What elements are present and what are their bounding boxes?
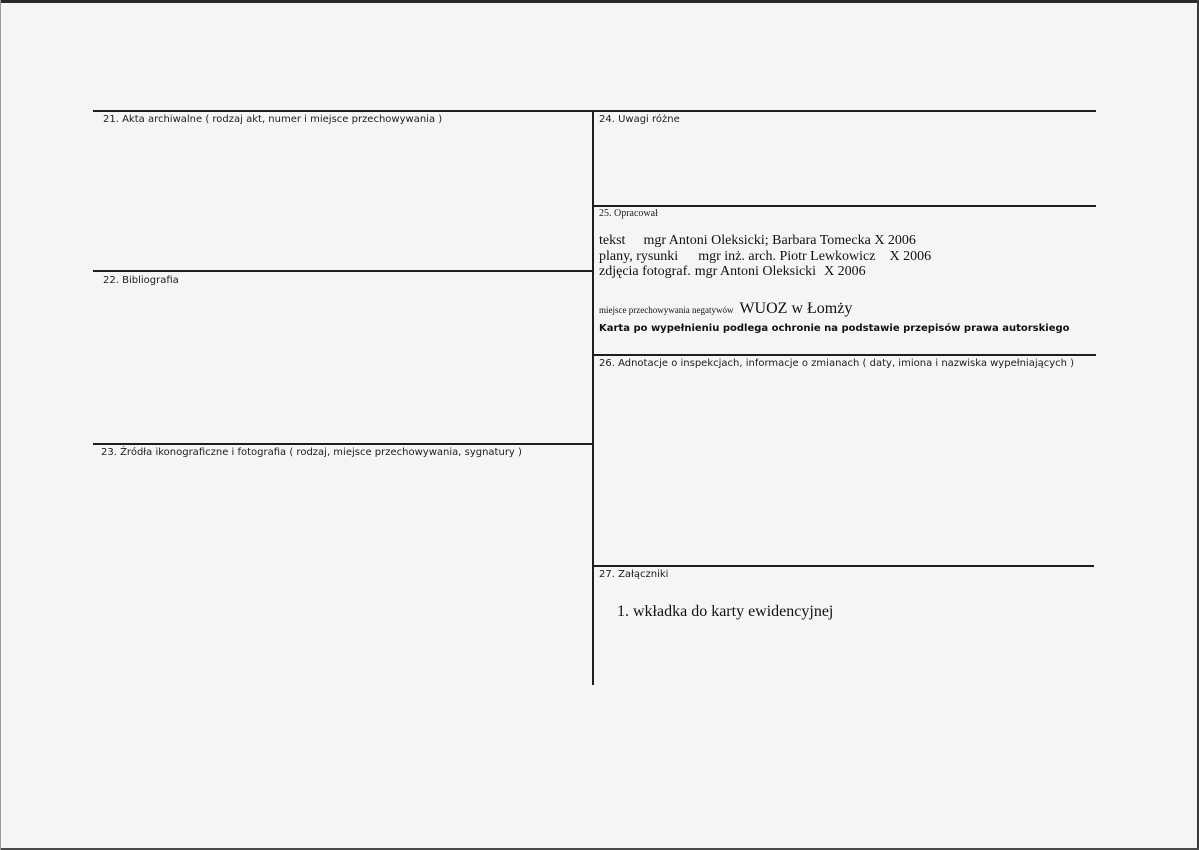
rule-27 [593, 565, 1094, 567]
rule-23 [93, 443, 593, 445]
scan-edge-top [0, 0, 1199, 3]
scan-edge-left [0, 0, 1, 850]
negatives-storage-line [599, 300, 852, 318]
center-divider [592, 110, 594, 685]
author-role: tekst [599, 233, 626, 248]
section-24-label: 24. Uwagi różne [599, 114, 680, 125]
author-value: mgr Antoni Oleksicki [694, 264, 817, 279]
section-27-label: 27. Załączniki [599, 569, 669, 580]
author-date: X 2006 [824, 264, 866, 279]
author-value: mgr Antoni Oleksicki; Barbara Tomecka X 2006 [643, 233, 916, 248]
author-role: zdjęcia fotograf. [599, 264, 691, 279]
copyright-note: Karta po wypełnieniu podlega ochronie na podstawie przepisów prawa autorskiego [599, 323, 1070, 334]
section-22-label: 22. Bibliografia [103, 275, 179, 286]
attachment-item: 1. wkładka do karty ewidencyjnej [617, 603, 834, 620]
author-row-plans [599, 249, 931, 265]
section-23-label: 23. Źródła ikonograficzne i fotografia ( rodzaj, miejsce przechowywania, sygnatury ) [101, 447, 522, 458]
section-25-label: 25. Opracował [599, 208, 658, 219]
rule-26 [593, 354, 1096, 356]
rule-22 [93, 270, 593, 272]
author-value: mgr inż. arch. Piotr Lewkowicz [698, 249, 876, 264]
negatives-storage-label: miejsce przechowywania negatywów [599, 305, 734, 315]
rule-25 [593, 205, 1096, 207]
author-role: plany, rysunki [599, 249, 679, 264]
author-row-text [599, 233, 916, 249]
top-rule [93, 110, 1096, 112]
negatives-storage-value: WUOZ w Łomży [739, 300, 853, 317]
author-date: X 2006 [889, 249, 932, 264]
section-26-label: 26. Adnotacje o inspekcjach, informacje o zmianach ( daty, imiona i nazwiska wypełniających ) [599, 358, 1075, 369]
section-21-label: 21. Akta archiwalne ( rodzaj akt, numer i miejsce przechowywania ) [103, 114, 443, 125]
author-row-photos [599, 264, 866, 280]
